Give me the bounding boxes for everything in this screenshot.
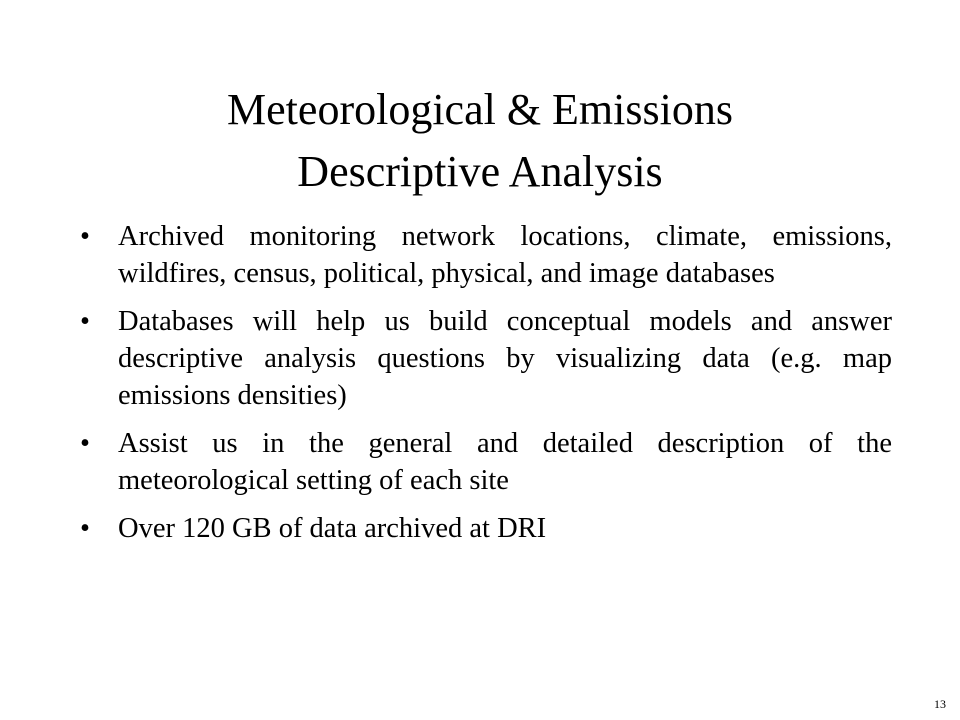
bullet-icon: • xyxy=(80,306,90,337)
slide-title-line-1: Meteorological & Emissions xyxy=(227,85,733,135)
bullet-text: Databases will help us build conceptual models and answer descriptive analysis questions by visualizing data (e.g. map emissions densities) xyxy=(118,306,892,411)
slide-title-line-2: Descriptive Analysis xyxy=(297,147,663,197)
bullet-item-data-archived xyxy=(80,510,892,547)
slide-title xyxy=(80,79,880,203)
bullet-list xyxy=(80,218,892,558)
bullet-text: Archived monitoring network locations, climate, emissions, wildfires, census, political, physical, and image databases xyxy=(118,221,892,289)
bullet-item-conceptual-models xyxy=(80,303,892,414)
bullet-icon: • xyxy=(80,513,90,544)
bullet-text: Assist us in the general and detailed description of the meteorological setting of each site xyxy=(118,428,892,496)
bullet-icon: • xyxy=(80,221,90,252)
bullet-item-archived-databases xyxy=(80,218,892,292)
page-number: 13 xyxy=(934,697,946,711)
bullet-item-meteorological-setting xyxy=(80,425,892,499)
bullet-icon: • xyxy=(80,428,90,459)
bullet-text: Over 120 GB of data archived at DRI xyxy=(118,513,547,544)
